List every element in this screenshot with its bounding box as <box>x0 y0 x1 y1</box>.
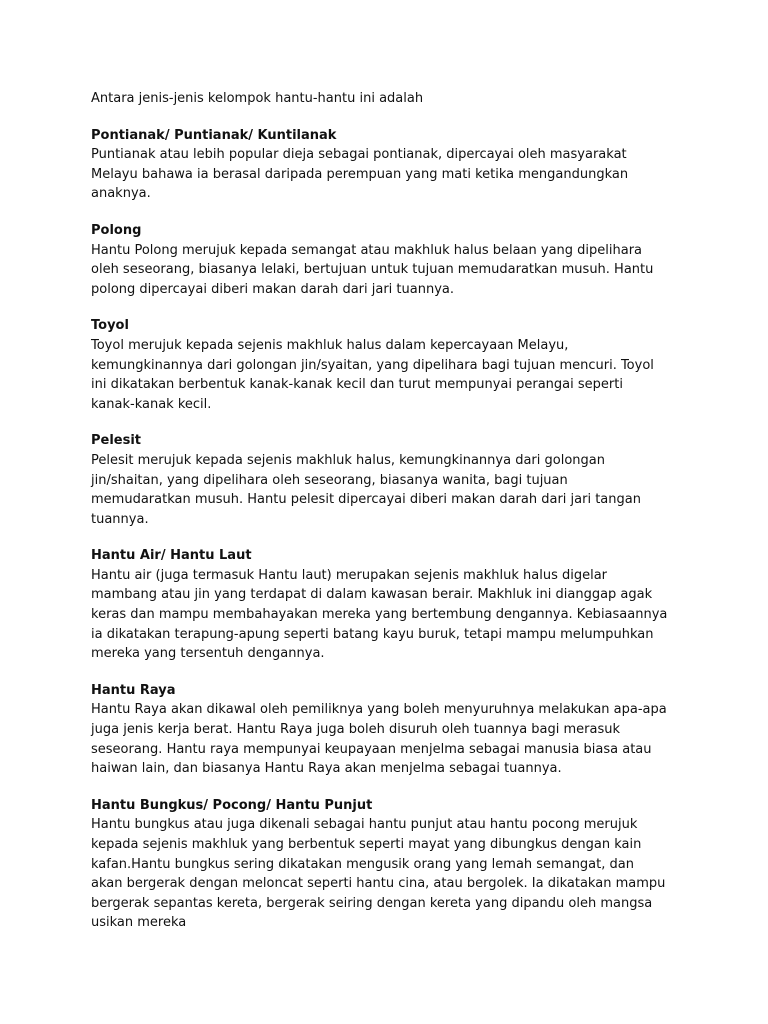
section-title: Hantu Raya <box>91 682 176 698</box>
section-polong <box>91 221 691 299</box>
section-body: Toyol merujuk kepada sejenis makhluk halus dalam kepercayaan Melayu, kemungkinannya dari golongan jin/syaitan, yang dipelihara bagi tujuan mencuri. Toyol ini dikatakan berbentuk kanak-kanak kecil dan turut mempunyai perangai seperti kanak-kanak kecil. <box>91 337 654 412</box>
section-body: Hantu Polong merujuk kepada semangat atau makhluk halus belaan yang dipelihara oleh seseorang, biasanya lelaki, bertujuan untuk tujuan memudaratkan musuh. Hantu polong dipercayai diberi makan darah dari jari tuannya. <box>91 242 654 297</box>
section-toyol <box>91 316 691 414</box>
section-pontianak <box>91 126 691 204</box>
section-body: Pelesit merujuk kepada sejenis makhluk halus, kemungkinannya dari golongan jin/shaitan, yang dipelihara oleh seseorang, biasanya wanita, bagi tujuan memudaratkan musuh. Hantu pelesit dipercayai diberi makan darah dari jari tangan tuannya. <box>91 452 641 527</box>
section-hantu-raya <box>91 681 691 779</box>
section-body: Hantu bungkus atau juga dikenali sebagai hantu punjut atau hantu pocong merujuk kepada sejenis makhluk yang berbentuk seperti mayat yang dibungkus dengan kain kafan.Hantu bungkus sering dikatakan mengusik orang yang lemah semangat, dan akan bergerak dengan meloncat seperti hantu cina, atau bergolek. Ia dikatakan mampu bergerak sepantas kereta, bergerak seiring dengan kereta yang dipandu oleh mangsa usikan mereka <box>91 817 666 931</box>
section-title: Toyol <box>91 318 129 334</box>
section-title: Pelesit <box>91 433 142 449</box>
section-body: Puntianak atau lebih popular dieja sebagai pontianak, dipercayai oleh masyarakat Melayu bahawa ia berasal daripada perempuan yang mati ketika mengandungkan anaknya. <box>91 147 629 202</box>
intro-text: Antara jenis-jenis kelompok hantu-hantu ini adalah <box>91 91 424 106</box>
section-title: Pontianak/ Puntianak/ Kuntilanak <box>91 127 337 143</box>
section-hantu-bungkus <box>91 796 691 933</box>
section-title: Hantu Bungkus/ Pocong/ Hantu Punjut <box>91 797 373 813</box>
section-pelesit <box>91 431 691 529</box>
section-title: Polong <box>91 222 142 238</box>
section-body: Hantu air (juga termasuk Hantu laut) merupakan sejenis makhluk halus digelar mambang atau jin yang terdapat di dalam kawasan berair. Makhluk ini dianggap agak keras dan mampu membahayakan mereka yang bertembung dengannya. Kebiasaannya ia dikatakan terapung-apung seperti batang kayu buruk, tetapi mampu melumpuhkan mereka yang tersentuh dengannya. <box>91 567 668 662</box>
document-page <box>91 89 691 950</box>
section-body: Hantu Raya akan dikawal oleh pemiliknya yang boleh menyuruhnya melakukan apa-apa juga jenis kerja berat. Hantu Raya juga boleh disuruh oleh tuannya bagi merasuk seseorang. Hantu raya mempunyai keupayaan menjelma sebagai manusia biasa atau haiwan lain, dan biasanya Hantu Raya akan menjelma sebagai tuannya. <box>91 702 667 777</box>
section-title: Hantu Air/ Hantu Laut <box>91 548 252 564</box>
section-hantu-air <box>91 546 691 664</box>
